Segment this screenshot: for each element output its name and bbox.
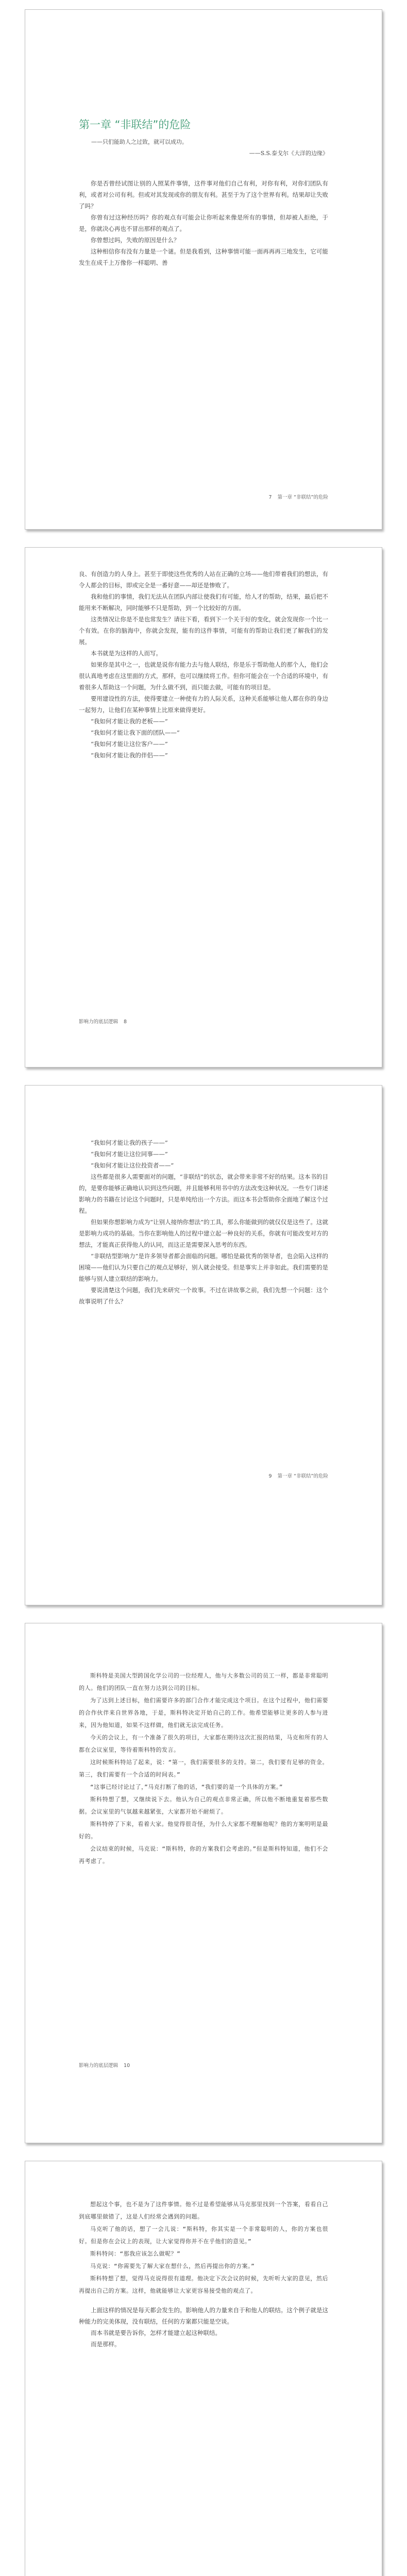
case-paragraph: 为了达到上述目标，他们需要许多的部门合作才能完成这个项目。在这个过程中，他们需要的合作伙伴来自世界各地，于是，斯科特决定开始自己的工作。他希望能够让更多的人参与进来，因为他知道，如果不这样做，他们就无法完成任务。 — [79, 1697, 328, 1728]
running-title: 第一章 “非联结”的危险 — [277, 1473, 328, 1479]
running-title: 影响力的底层逻辑 — [79, 1019, 118, 1025]
case-paragraph: 想起这个事，也不是为了这件事情。他不过是希望能够从马克那里找到一个答案，看看自己到底哪里做错了，这是人们经常会遇到的问题。 — [79, 2201, 328, 2220]
case-paragraph: 斯科特想了想，又继续说下去。他认为自己的观点非常正确，所以他不断地重复着那些数据。会议室里的气氛越来越紧张，大家都开始不耐烦了。 — [79, 1796, 328, 1815]
document-page-1 — [25, 9, 382, 530]
paragraph: 如果你是其中之一，也就是说你有能力去与他人联结，你是乐于帮助他人的那个人，他们会很认真地考虑在这里面的方式，那样，也可以继续将工作。但你可能会在一个合适的环境中，有着很多人帮助这一个问题，为什么做不到，而只能去做，可能有的项目是。 — [79, 661, 328, 691]
paragraph: 这种相信你有没有力量是一个谜。但是我看到，这种事情可能一面再再再三地发生，它可能发生在成千上万像你一样聪明、善 — [79, 248, 328, 266]
paragraph: 良、有创造力的人身上。甚至于即使这些优秀的人站在正确的立场——他们带着我们的想法，有令人都会的目标，即或完全是一番好意——却还是惨败了。 — [79, 570, 328, 589]
document-page-2 — [25, 547, 382, 1067]
page-footer — [265, 493, 328, 500]
paragraph: 这类情况让你是不是也常发生？请往下看，看到下一个关于好的变化，就会发现你一个比一个有效。在你的脑海中，你就会发现，能有的这件事情，可能有的帮助让我们更了解我们的发展。 — [79, 616, 328, 646]
paragraph: 但如果你想影响力成为“让别人接纳你想法”的工具，那么你能做到的就仅仅是这些了。这就是影响力成功的基础。当你在影响他人的过程中建立起一种良好的关系，你就有可能改变对方的想法，才能真正获得他人的认同，而这正是需要深入思考的东西。 — [79, 1218, 328, 1248]
page-number: 7 — [268, 495, 272, 500]
document-page-5 — [25, 2161, 382, 2576]
paragraph: 要说清楚这个问题，我们先来研究一个故事。不过在讲故事之前，我们先想一个问题：这个故事说明了什么？ — [79, 1286, 328, 1305]
page-number: 8 — [124, 1019, 127, 1025]
page-number: 9 — [268, 1473, 272, 1479]
body-text — [79, 178, 328, 268]
paragraph: 你曾想过吗，失败的原因是什么？ — [91, 236, 180, 244]
case-paragraph: 马克听了他的话，想了一会儿说：“斯科特，你其实是一个非常聪明的人，你的方案也很好。但是你在会议上的表现，让大家觉得你并不在乎他们的意见。” — [79, 2226, 328, 2245]
quote-line: “我如何才能让我的孩子——” — [91, 1139, 168, 1146]
quote-line: “我如何才能让这位客户——” — [91, 740, 168, 748]
case-paragraph: 今天的会议上，有一个准备了很久的项目，大家都在期待这次汇报的结果，马克和所有的人都在会议室里，等待着斯科特的发言。 — [79, 1734, 328, 1753]
quote-line: “我如何才能让我的伴侣——” — [91, 752, 168, 759]
quote-line: “我如何才能让这位投资者——” — [91, 1162, 174, 1169]
page-number: 10 — [124, 2063, 130, 2069]
page-footer — [265, 1472, 328, 1479]
running-title: 第一章 “非联结”的危险 — [277, 495, 328, 500]
epigraph-quote: ——只们能助人之过致，就可以成功。 — [91, 139, 188, 145]
paragraph: 本书就是为这样的人而写。 — [91, 650, 162, 657]
case-paragraph: 斯科特停了下来，看着大家。他觉得很奇怪，为什么大家都不理解他呢？他的方案明明是最好的。 — [79, 1821, 328, 1840]
paragraph: 要用建设性的方法，使得要建立一种使有力的人际关系，这种关系能够让他人都在你的身边一起努力，让他们在某种事情上比原来做得更好。 — [79, 695, 328, 714]
quote-line: “我如何才能让这位同事——” — [91, 1150, 168, 1158]
case-paragraph: 马克说：“你需要先了解大家在想什么，然后再提出你的方案。” — [90, 2263, 255, 2269]
page-footer — [79, 2061, 134, 2069]
epigraph-source: ——S.S.泰戈尔《大洋的边缘》 — [249, 150, 328, 157]
paragraph: 我和他们的事情，我们无法从在团队内部让使我们有可能，给人才的帮助，结果，最后把不能用来不断解决，同时能够不只是帮助，到一个比较好的方面。 — [79, 593, 328, 612]
paragraph: 这些都是很多人需要面对的问题，“非联结”的状态，就会带来非常不好的结果。这本书的目的，是要你能够正确地认识到这些问题，并且能够利用书中的方法改变这种状况。一些专门讲述影响力的书籍在讨论这个问题时，只是单纯给出一个方法。而这本书会帮助你全面地了解这个过程。 — [79, 1173, 328, 1214]
quote-line: “我如何才能让我下面的团队——” — [91, 729, 180, 736]
page-footer — [79, 1018, 131, 1025]
paragraph: 上面这样的情况是每天都会发生的。影响他人的力量来自于和他人的联结。这个例子就是这种能力的完美体现，没有联结，任何的方案都只能是空谈。 — [79, 2307, 328, 2325]
document-page-3 — [25, 1085, 382, 1605]
paragraph: 你曾有过这种经历吗？你的观点有可能会让你听起来像是所有的事情，但却被人拒绝，于是，你就决心再也不冒出那样的观点了。 — [79, 214, 328, 232]
document-page-4 — [25, 1623, 382, 2143]
case-paragraph: “这事已经讨论过了，”马克打断了他的话，“我们要的是一个具体的方案。” — [90, 1784, 283, 1790]
paragraph: “非联结型影响力”是许多领导者都会面临的问题。哪怕是最优秀的领导者，也会陷入这样的困境——他们认为只要自己的观点足够好，别人就会接受。但是事实上并非如此。我们需要的是能够与别人建立联结的影响力。 — [79, 1252, 328, 1282]
running-title: 影响力的底层逻辑 — [79, 2063, 118, 2069]
case-paragraph: 斯科特是美国大型跨国化学公司的一位经理人，他与大多数公司的员工一样，都是非常聪明的人。他们的团队一直在努力达到公司的目标。 — [79, 1672, 328, 1691]
paragraph: 而是那样。 — [91, 2341, 121, 2348]
case-paragraph: 会议结束的时候，马克说：“斯科特，你的方案我们会考虑的。”但是斯科特知道，他们不会再考虑了。 — [79, 1845, 328, 1865]
epigraph — [79, 137, 328, 159]
paragraph: 你是否曾经试图让别的人照某件事情，这件事对他们自己有利，对你有利，对你们团队有利，或者对公司有利。但或对其发现或你的朋友有利。甚至于为了这个世界有利。结果却让失败了吗？ — [79, 180, 328, 210]
quote-line: “我如何才能让我的老板——” — [91, 718, 168, 725]
paragraph: 而本书就是要告诉你，怎样才能建立起这种联结。 — [91, 2329, 221, 2336]
chapter-title: 第一章 “非联结”的危险 — [79, 118, 191, 131]
case-paragraph: 斯科特想了想，觉得马克说得很有道理。他决定下次会议的时候，先听听大家的意见，然后再提出自己的方案。这样，他就能够让大家更容易接受他的观点了。 — [79, 2275, 328, 2294]
case-paragraph: 这时候斯科特站了起来，说：“第一，我们需要很多的支持。第二，我们要有足够的资金。第三，我们需要有一个合适的时间表。” — [79, 1759, 328, 1778]
case-paragraph: 斯科特问：“那我应该怎么做呢？” — [90, 2250, 181, 2257]
